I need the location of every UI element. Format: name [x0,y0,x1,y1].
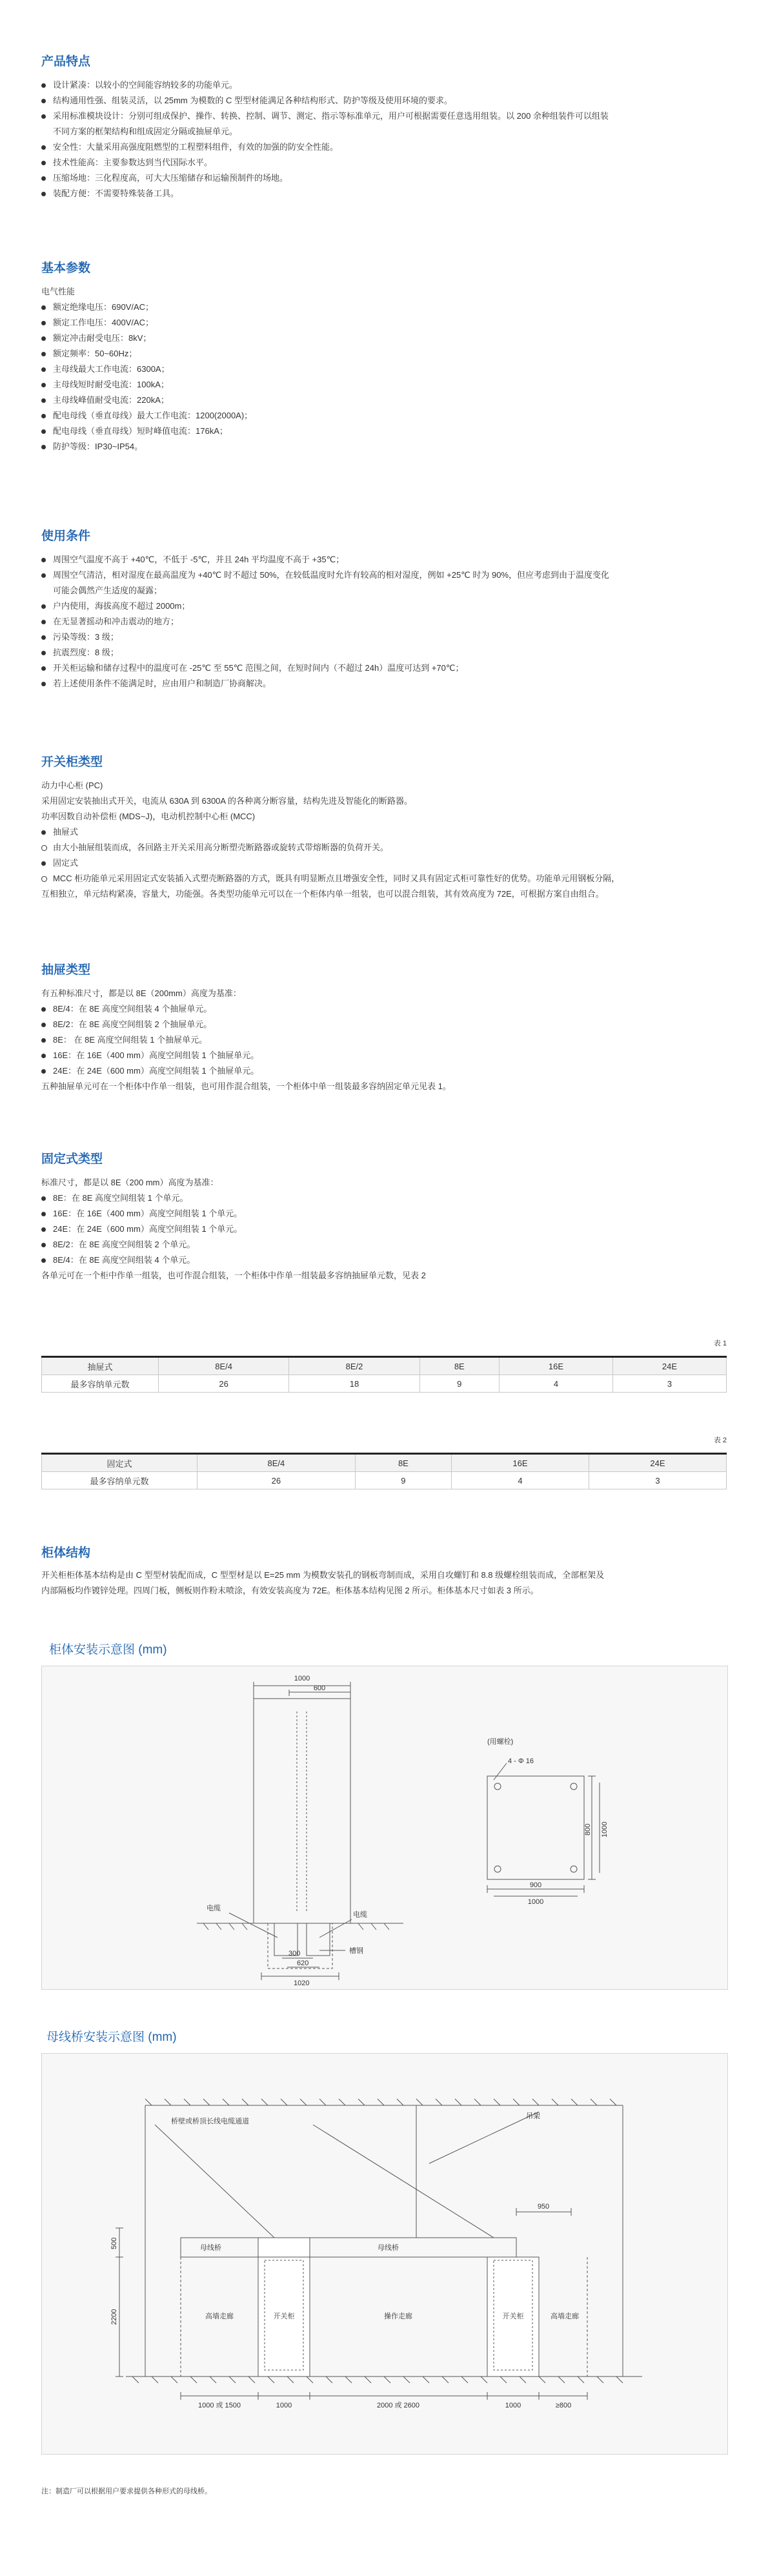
table-header-cell: 8E [419,1357,499,1375]
section-title-structure: 柜体结构 [41,1546,91,1560]
dim-label: 1020 [294,1979,310,1987]
dim-label: 620 [297,1959,309,1967]
drawer-text [41,986,727,1094]
table1-label: 表 1 [713,1340,727,1347]
conditions-list [41,552,727,691]
paragraph: 五种抽屉单元可在一个柜体中作单一组装，也可用作混合组装，一个柜体中单一组装最多容纳固定单元见表 1。 [41,1081,451,1091]
list-item: 在无显著摇动和冲击震动的地方； [41,614,727,629]
list-item: 压缩场地：三化程度高，可大大压缩储存和运输预制件的场地。 [41,170,727,186]
dim-label: 300 [288,1950,301,1958]
note-label: (用螺栓) [487,1738,514,1746]
table-cell: 26 [159,1375,289,1393]
table-cell: 26 [197,1472,356,1489]
table-cell: 9 [355,1472,451,1489]
features-list [41,77,727,201]
footnote: 注：制造厂可以根据用户要求提供各种形式的母线桥。 [41,2488,212,2495]
dim-label: 1000 [527,1898,544,1906]
list-item: 开关柜运输和储存过程中的温度可在 -25℃ 至 55℃ 范围之间，在短时间内（不超过 24h）温度可达到 +70℃； [41,660,727,676]
list-item: 配电母线（垂直母线）短时峰值电流：176kA； [41,424,727,439]
busbar-bridge-diagram [42,2054,727,2454]
cabinet-install-diagram [42,1666,727,1989]
paragraph: 开关柜柜体基本结构是由 C 型型材装配而成，C 型型材是以 E=25 mm 为模数安装孔的钢板弯制而成，采用自攻螺钉和 8.8 级螺栓组装而成，全部框架及 [41,1570,605,1580]
list-item: 8E/4：在 8E 高度空间组装 4 个抽屉单元。 [41,1001,727,1017]
list-subitem: 由大小抽屉组装而成，各回路主开关采用高分断塑壳断路器或旋转式带熔断器的负荷开关。 [41,840,727,855]
paragraph: 标准尺寸，都是以 8E（200 mm）高度为基准： [41,1178,219,1187]
list-item: 安全性：大量采用高强度阻燃型的工程塑料组件，有效的加强的防安全性能。 [41,139,727,155]
section-title-basic: 基本参数 [41,261,91,275]
structure-text [41,1568,727,1599]
list-item: 主母线最大工作电流：6300A； [41,362,727,377]
list-item: 抗震烈度：8 级； [41,645,727,660]
table1 [41,1356,727,1393]
list-item: 固定式 [41,855,727,871]
list-item: 防护等级：IP30~IP54。 [41,439,727,455]
dim-label: 600 [313,1684,326,1692]
section-title-drawer: 抽屉类型 [41,963,91,977]
list-item: 16E：在 16E（400 mm）高度空间组装 1 个抽屉单元。 [41,1048,727,1063]
table-header-cell: 16E [499,1357,612,1375]
note-label: 桥壁或桥顶长线电缆通道 [171,2118,249,2125]
dim-label: 500 [110,2237,118,2249]
table-header-cell: 8E/4 [159,1357,289,1375]
table-cell: 4 [451,1472,589,1489]
list-item: 采用标准模块设计：分别可组成保护、操作、转换、控制、调节、测定、指示等标准单元，用户可根据需要任意选用组装。以 200 余种组装件可以组装 [41,108,727,124]
list-item: 周围空气清洁，相对湿度在最高温度为 +40℃ 时不超过 50%，在较低温度时允许有较高的相对湿度，例如 +25℃ 时为 90%，但应考虑到由于温度变化 [41,567,727,583]
busbar-bridge [181,2238,516,2257]
list-item: 主母线短时耐受电流：100kA； [41,377,727,393]
list-item: 若上述使用条件不能满足时，应由用户和制造厂协商解决。 [41,676,727,691]
paragraph: 有五种标准尺寸，都是以 8E（200mm）高度为基准： [41,988,241,998]
table-row [42,1375,727,1393]
list-item: 8E/2：在 8E 高度空间组装 2 个抽屉单元。 [41,1017,727,1032]
table-cell: 18 [289,1375,419,1393]
paragraph: 内部隔板均作镀锌处理。四周门板，侧板则作粉末喷涂，有效安装高度为 72E。柜体基本结构见图 2 所示。柜体基本尺寸如表 3 所示。 [41,1586,539,1595]
section-title-conditions: 使用条件 [41,529,91,543]
list-item: 户内使用，海拔高度不超过 2000m； [41,598,727,614]
area-label: 操作走廊 [384,2313,412,2320]
table-header-cell: 8E [355,1454,451,1472]
table-cell: 最多容纳单元数 [42,1375,159,1393]
bridge-label: 母线桥 [378,2244,399,2252]
list-item: 8E/4：在 8E 高度空间组装 4 个单元。 [41,1252,727,1268]
cable-label: 电缆 [207,1905,221,1912]
list-item: 额定绝缘电压：690V/AC； [41,300,727,315]
list-subitem: MCC 柜功能单元采用固定式安装插入式塑壳断路器的方式，既具有明显断点且增强安全性，同时又具有固定式柜可靠性好的优势。功能单元用钢板分隔， [41,871,727,886]
table-cell: 4 [499,1375,612,1393]
table-header-cell: 抽屉式 [42,1357,159,1375]
dim-label: 1000 [276,2402,292,2409]
list-item: 8E/2：在 8E 高度空间组装 2 个单元。 [41,1237,727,1252]
cabinet-outline [254,1699,350,1923]
list-item: 技术性能高：主要参数达到当代国际水平。 [41,155,727,170]
cable-label: 电缆 [353,1911,367,1919]
paragraph: 各单元可在一个柜中作单一组装，也可作混合组装，一个柜体中作单一组装最多容纳抽屉单元数，见表 2 [41,1271,426,1280]
list-item: 设计紧凑：以较小的空间能容纳较多的功能单元。 [41,77,727,93]
list-item: 配电母线（垂直母线）最大工作电流：1200(2000A)； [41,408,727,424]
table2 [41,1453,727,1489]
table-header-cell: 8E/4 [197,1454,356,1472]
list-item: 结构通用性强、组装灵活，以 25mm 为模数的 C 型型材能满足各种结构形式、防护等级及使用环境的要求。 [41,93,727,108]
list-item: 额定频率：50~60Hz； [41,346,727,362]
channel-label: 槽钢 [349,1947,363,1955]
basic-list [41,284,727,455]
dim-label: 1000 或 1500 [197,2402,241,2409]
paragraph: 功率因数自动补偿柜 (MDS~J)，电动机控制中心柜 (MCC) [41,812,256,821]
list-item: 主母线峰值耐受电流：220kA； [41,393,727,408]
list-item: 装配方便：不需要特殊装备工具。 [41,186,727,201]
dim-label: 900 [529,1881,542,1889]
table-header-cell: 24E [612,1357,726,1375]
cabinet-label: 开关柜 [502,2313,524,2320]
list-item: 24E：在 24E（600 mm）高度空间组装 1 个单元。 [41,1222,727,1237]
dim-label: 950 [537,2203,550,2211]
list-item: 抽屉式 [41,824,727,840]
hole-label: 4 - Φ 16 [508,1757,534,1765]
cabinet-types-text [41,778,727,902]
table-header-cell: 固定式 [42,1454,197,1472]
list-item-continuation: 可能会偶然产生适度的凝露； [53,586,163,595]
dim-label: 1000 [601,1821,609,1837]
list-item: 周围空气温度不高于 +40℃，不低于 -5℃，并且 24h 平均温度不高于 +35℃； [41,552,727,567]
list-item: 8E： 在 8E 高度空间组装 1 个抽屉单元。 [41,1032,727,1048]
cabinet-label: 开关柜 [273,2313,295,2320]
figure2-title: 母线桥安装示意图 (mm) [46,2030,177,2044]
table-header-row [42,1357,727,1375]
paragraph: 采用固定安装抽出式开关，电流从 630A 到 6300A 的各种离分断容量，结构先进及智能化的断路器。 [41,796,412,806]
paragraph: 动力中心柜 (PC) [41,781,103,790]
table-row [42,1472,727,1489]
base-plan-outline [487,1776,584,1879]
table-header-cell: 8E/2 [289,1357,419,1375]
area-label: 高墙走廊 [205,2313,234,2320]
dim-label: 1000 [294,1675,310,1682]
table-header-cell: 24E [589,1454,726,1472]
section-title-fixed: 固定式类型 [41,1152,103,1166]
list-item: 16E：在 16E（400 mm）高度空间组装 1 个单元。 [41,1206,727,1222]
table-cell: 最多容纳单元数 [42,1472,197,1489]
table-cell: 9 [419,1375,499,1393]
fixed-text [41,1175,727,1283]
subtitle: 电气性能 [41,287,76,296]
table2-label: 表 2 [713,1436,727,1444]
table-header-cell: 16E [451,1454,589,1472]
list-subitem-continuation: 互相独立，单元结构紧凑，容量大，功能强。各类型功能单元可以在一个柜体内单一组装，也可以混合组装，其有效高度为 72E，可根据方案自由组合。 [41,889,604,899]
dim-label: ≥800 [555,2402,572,2409]
hanger-label: 吊架 [526,2112,540,2120]
table-cell: 3 [589,1472,726,1489]
dim-label: 2200 [110,2309,118,2325]
figure2-box [41,2053,728,2455]
list-item: 额定工作电压：400V/AC； [41,315,727,331]
list-item: 8E：在 8E 高度空间组装 1 个单元。 [41,1191,727,1206]
section-title-features: 产品特点 [41,55,91,68]
dim-label: 800 [584,1823,592,1835]
area-label: 高墙走廊 [551,2313,579,2320]
dim-label: 1000 [505,2402,521,2409]
table-header-row [42,1454,727,1472]
list-item: 额定冲击耐受电压：8kV； [41,331,727,346]
figure1-box [41,1666,728,1990]
table-cell: 3 [612,1375,726,1393]
list-item: 污染等级：3 级； [41,629,727,645]
section-title-cabinet-types: 开关柜类型 [41,755,103,769]
list-item: 24E：在 24E（600 mm）高度空间组装 1 个抽屉单元。 [41,1063,727,1079]
figure1-title: 柜体安装示意图 (mm) [49,1643,167,1657]
list-item-continuation: 不同方案的框架结构和组成固定分隔或抽屉单元。 [53,127,238,136]
dim-label: 2000 或 2600 [376,2402,420,2409]
bridge-label: 母线桥 [200,2244,221,2252]
